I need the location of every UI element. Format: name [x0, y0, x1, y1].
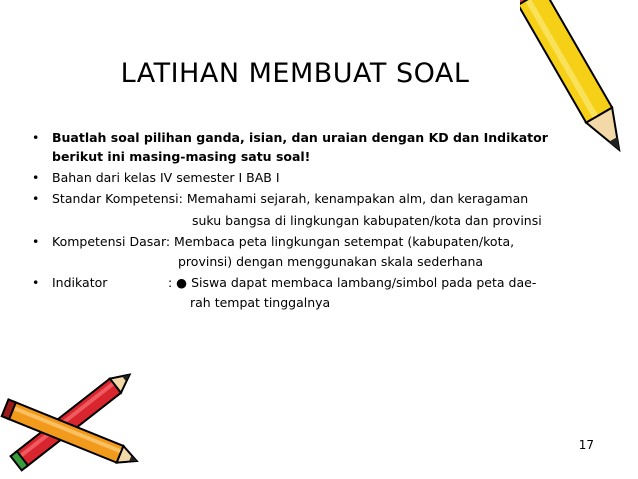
bullet-text: Standar Kompetensi: Memahami sejarah, kenampakan alm, dan keragaman [52, 191, 529, 206]
bullet-text: suku bangsa di lingkungan kabupaten/kota dan provinsi [192, 213, 542, 228]
bullet-text: berikut ini masing-masing satu soal! [52, 149, 311, 164]
bullet-text: provinsi) dengan menggunakan skala sederhana [178, 254, 484, 269]
crossed-pencils-icon [0, 365, 150, 479]
bullet-text: Buatlah soal pilihan ganda, isian, dan uraian dengan KD dan Indikator [52, 130, 548, 145]
bullet-dot: • [32, 130, 40, 145]
yellow-pencil-icon [520, 0, 638, 170]
bullet-text: Bahan dari kelas IV semester I BAB I [52, 170, 280, 185]
bullet-dot: • [32, 191, 40, 206]
bullet-text: : ● Siswa dapat membaca lambang/simbol pada peta dae- [168, 275, 537, 290]
bullet-text: rah tempat tinggalnya [190, 295, 331, 310]
bullet-dot: • [32, 170, 40, 185]
bullet-dot: • [32, 234, 40, 249]
bullet-text: Indikator [52, 275, 108, 290]
slide-title: LATIHAN MEMBUAT SOAL [120, 58, 470, 89]
page-number: 17 [578, 438, 594, 452]
bullet-text: Kompetensi Dasar: Membaca peta lingkungan setempat (kabupaten/kota, [52, 234, 515, 249]
bullet-dot: • [32, 275, 40, 290]
